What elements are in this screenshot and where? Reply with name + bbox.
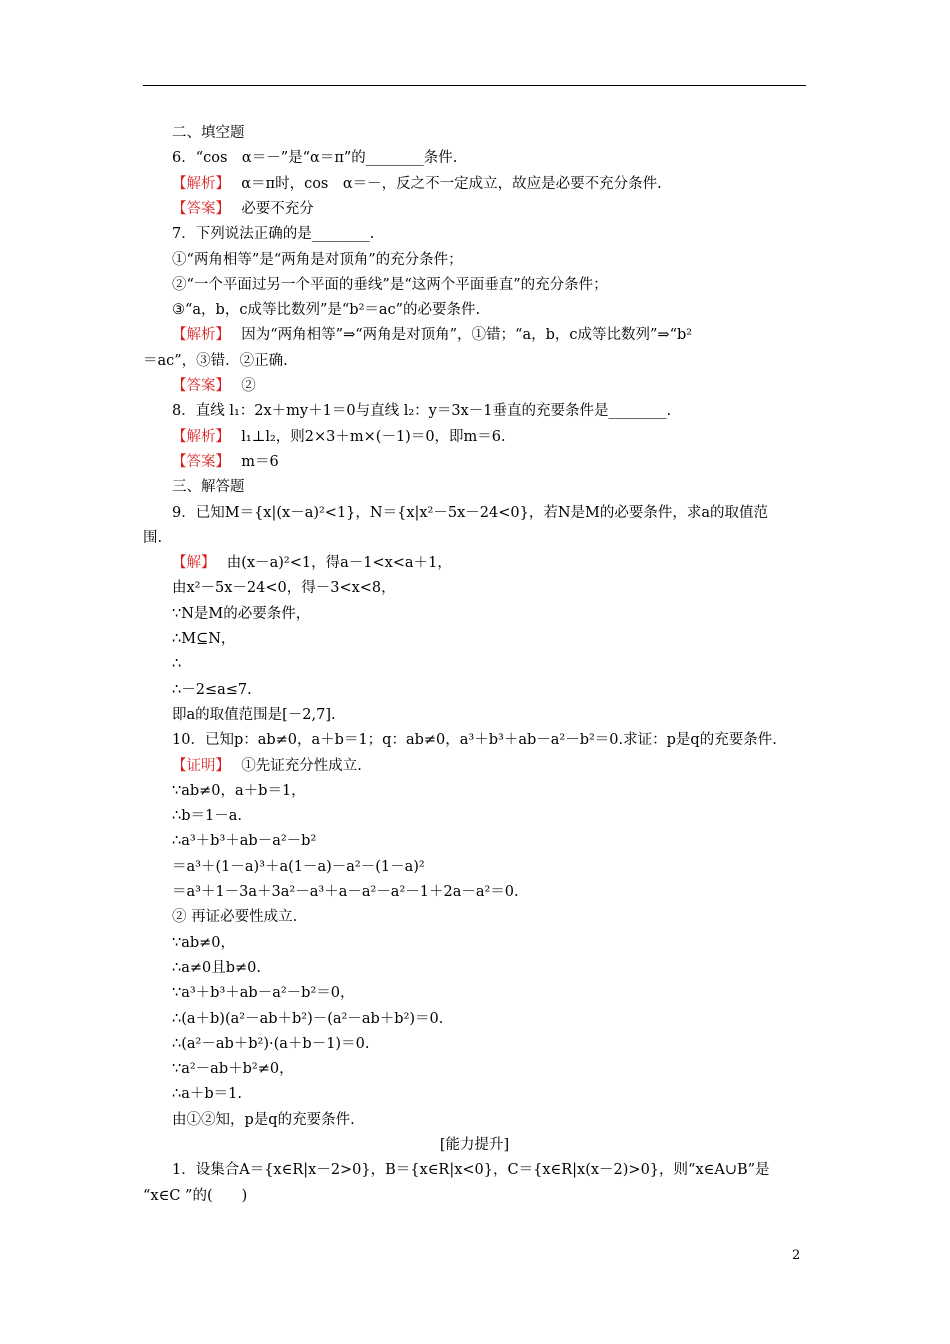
text-line [143,1160,835,1180]
line-text: l₁⊥l₂，则2×3＋m×(－1)＝0，即m＝6. [226,428,506,445]
line-text: ＝a³＋1－3a＋3a²－a³＋a－a²－a²－1＋2a－a²＝0. [172,884,519,900]
answer-tag: 【答案】 [172,453,223,470]
line-text: ∵ab≠0， [172,934,236,951]
text-line [143,604,835,624]
text-line [143,781,835,801]
answer-tag: 【解析】 [172,175,223,192]
line-text: ∴a≠0且b≠0. [172,959,262,976]
text-line [143,1135,806,1155]
page-number: 2 [792,1248,801,1263]
line-text: 三、解答题 [172,479,245,496]
text-line [143,907,835,927]
text-line [143,1034,835,1054]
text-line [143,578,835,598]
line-text: 10．已知p：ab≠0，a＋b＝1；q：ab≠0，a³＋b³＋ab－a²－b²＝0.求证：p是q的充要条件. [172,732,777,749]
line-text: ∵N是M的必要条件， [172,605,311,622]
line-text: 7．下列说法正确的是________. [172,226,375,243]
answer-tag: 【证明】 [172,757,223,774]
text-line [143,730,835,750]
line-text: ∴ [172,656,182,673]
text-line [143,174,835,194]
answer-tag: 【解析】 [172,428,223,445]
text-line [143,199,835,219]
text-line [143,933,835,953]
text-line [143,250,835,270]
text-line [143,958,835,978]
line-text: ∴－2≤a≤7. [172,681,252,698]
line-text: 围. [143,529,163,546]
text-line [143,680,835,700]
answer-tag: 【解】 [172,555,209,572]
line-text: ∵a²－ab＋b²≠0， [172,1061,294,1078]
text-line [143,427,835,447]
text-line [143,806,835,826]
line-text: ∴a＋b＝1. [172,1086,242,1103]
line-text: 由①②知，p是q的充要条件. [172,1111,355,1128]
line-text: ③“a，b，c成等比数列”是“b²＝ac”的必要条件. [172,302,481,319]
line-text: [能力提升] [439,1137,510,1153]
text-line [143,325,835,345]
text-line [143,477,835,497]
line-text: 因为“两角相等”⇒“两角是对顶角”，①错；“a，b，c成等比数列”⇒“b² [226,327,693,344]
text-line [143,275,835,295]
answer-tag: 【解析】 [172,327,223,344]
line-text: ①“两角相等”是“两角是对顶角”的充分条件； [172,251,463,268]
line-text: ②“一个平面过另一个平面的垂线”是“这两个平面垂直”的充分条件； [172,276,608,293]
line-text: 二、填空题 [172,125,245,141]
text-line [143,857,835,877]
text-line [143,401,835,421]
header-rule [143,85,806,86]
text-line [143,1059,835,1079]
line-text: 即a的取值范围是[－2,7]. [172,706,336,723]
line-text: 6．“cos α＝－”是“α＝π”的________条件. [172,150,458,167]
text-line [143,123,835,143]
answer-tag: 【答案】 [172,378,223,394]
text-line [143,351,806,371]
line-text: ∵a³＋b³＋ab－a²－b²＝0， [172,985,355,1002]
text-line [143,148,835,168]
text-line [143,705,835,725]
answer-tag: 【答案】 [172,200,223,217]
text-line [143,376,835,396]
line-text: “x∈C ”的( ) [143,1187,248,1204]
line-text: ∴b＝1－a. [172,808,242,825]
text-line [143,983,835,1003]
line-text: ∴a³＋b³＋ab－a²－b² [172,833,317,850]
text-line [143,1186,806,1206]
text-line [143,756,835,776]
text-line [143,300,835,320]
text-line [143,528,806,548]
text-line [143,224,835,244]
line-text: ＝a³＋(1－a)³＋a(1－a)－a²－(1－a)² [172,858,425,875]
line-text: ∴(a＋b)(a²－ab＋b²)－(a²－ab＋b²)＝0. [172,1010,444,1027]
text-line [143,882,835,902]
text-line [143,503,835,523]
text-line [143,654,835,674]
text-line [143,452,835,472]
line-text: ∴M⊆N， [172,631,236,647]
line-text: ∵ab≠0，a＋b＝1， [172,782,306,799]
text-line [143,553,835,573]
line-text: m＝6 [226,453,279,470]
line-text: ①先证充分性成立. [226,757,362,774]
line-text: 由(x－a)²<1，得a－1<x<a＋1， [212,555,452,572]
line-text: 必要不充分 [226,200,314,217]
text-line [143,629,835,649]
text-line [143,831,835,851]
line-text: ② [226,378,256,394]
line-text: 1．设集合A＝{x∈R|x－2>0}，B＝{x∈R|x<0}，C＝{x∈R|x(x－2)>0}，则“x∈A∪B”是 [172,1162,770,1179]
line-text: ＝ac”，③错．②正确. [143,352,288,369]
line-text: ② 再证必要性成立. [172,909,298,926]
line-text: 9．已知M＝{x|(x－a)²<1}，N＝{x|x²－5x－24<0}，若N是M的必要条件，求a的取值范 [172,504,769,521]
line-text: 由x²－5x－24<0，得－3<x<8， [172,580,396,597]
line-text: ∴(a²－ab＋b²)·(a＋b－1)＝0. [172,1035,370,1052]
text-line [143,1084,835,1104]
text-line [143,1110,835,1130]
line-text: 8．直线 l₁：2x＋my＋1＝0与直线 l₂：y＝3x－1垂直的充要条件是________. [172,403,672,420]
text-line [143,1009,835,1029]
line-text: α＝π时，cos α＝－，反之不一定成立，故应是必要不充分条件. [226,175,662,192]
